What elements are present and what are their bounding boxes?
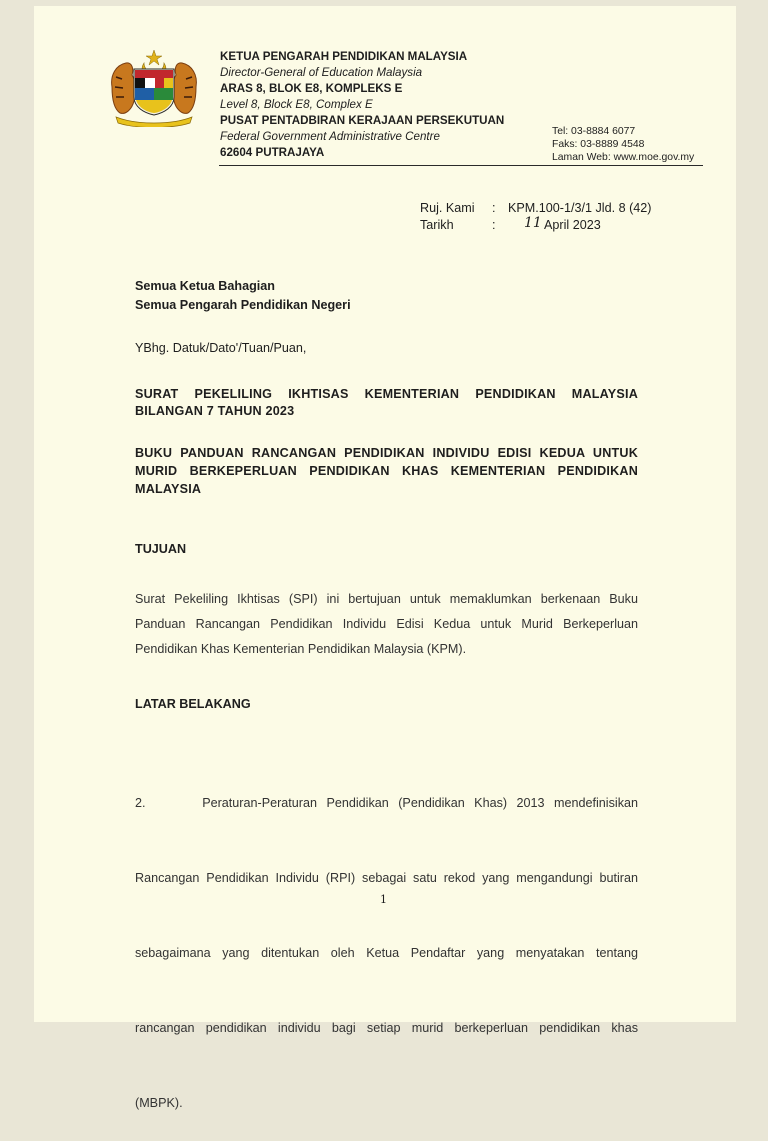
- circular-title-line-1: SURAT PEKELILING IKHTISAS KEMENTERIAN PENDIDIKAN MALAYSIA: [135, 387, 638, 401]
- purpose-paragraph: [135, 587, 638, 662]
- address-line: ARAS 8, BLOK E8, KOMPLEKS E: [220, 82, 403, 95]
- admin-centre: PUSAT PENTADBIRAN KERAJAAN PERSEKUTUAN: [220, 114, 505, 127]
- recipient-2: Semua Pengarah Pendidikan Negeri: [135, 298, 351, 312]
- date-label: Tarikh: [420, 218, 454, 232]
- subject-title-line-3: MALAYSIA: [135, 482, 202, 496]
- fax: Faks: 03-8889 4548: [552, 139, 645, 150]
- org-name: KETUA PENGARAH PENDIDIKAN MALAYSIA: [220, 50, 468, 63]
- address-line-en: Level 8, Block E8, Complex E: [220, 98, 373, 111]
- circular-title-line-2: BILANGAN 7 TAHUN 2023: [135, 404, 295, 418]
- page-number: 1: [380, 893, 387, 906]
- admin-centre-en: Federal Government Administrative Centre: [220, 130, 440, 143]
- org-name-en: Director-General of Education Malaysia: [220, 66, 423, 79]
- salutation: YBhg. Datuk/Dato'/Tuan/Puan,: [135, 341, 307, 355]
- section-heading-background: LATAR BELAKANG: [135, 697, 251, 711]
- ref-value: KPM.100-1/3/1 Jld. 8 (42): [508, 201, 652, 215]
- subject-title-line-2: MURID BERKEPERLUAN PENDIDIKAN KHAS KEMENTERIAN PENDIDIKAN: [135, 464, 638, 478]
- background-line-5: (MBPK).: [135, 1096, 183, 1110]
- section-heading-purpose: TUJUAN: [135, 542, 187, 556]
- purpose-line-2: Panduan Rancangan Pendidikan Individu Edisi Kedua untuk Murid Berkeperluan: [135, 617, 638, 631]
- ref-separator: :: [492, 201, 496, 215]
- date-month-year: April 2023: [544, 218, 601, 232]
- purpose-line-1: Surat Pekeliling Ikhtisas (SPI) ini bertujuan untuk memaklumkan berkenaan Buku: [135, 592, 638, 606]
- purpose-line-3: Pendidikan Khas Kementerian Pendidikan Malaysia (KPM).: [135, 642, 467, 656]
- date-separator: :: [492, 218, 496, 232]
- recipient-1: Semua Ketua Bahagian: [135, 279, 275, 293]
- website: Laman Web: www.moe.gov.my: [552, 152, 695, 163]
- header-divider: [219, 165, 703, 166]
- coat-of-arms-icon: [106, 47, 202, 127]
- postcode-city: 62604 PUTRAJAYA: [220, 146, 325, 159]
- background-line-4: rancangan pendidikan individu bagi setiap murid berkeperluan pendidikan khas: [135, 1021, 638, 1035]
- background-line-3: sebagaimana yang ditentukan oleh Ketua Pendaftar yang menyatakan tentang: [135, 946, 638, 960]
- subject-title-line-1: BUKU PANDUAN RANCANGAN PENDIDIKAN INDIVIDU EDISI KEDUA UNTUK: [135, 446, 638, 460]
- background-line-2: Rancangan Pendidikan Individu (RPI) sebagai satu rekod yang mengandungi butiran: [135, 871, 638, 885]
- ref-label: Ruj. Kami: [420, 201, 475, 215]
- background-line-1: 2. Peraturan-Peraturan Pendidikan (Pendidikan Khas) 2013 mendefinisikan: [135, 796, 638, 810]
- telephone: Tel: 03-8884 6077: [552, 126, 636, 137]
- background-paragraph: [135, 741, 638, 1141]
- date-day: 11: [524, 215, 542, 231]
